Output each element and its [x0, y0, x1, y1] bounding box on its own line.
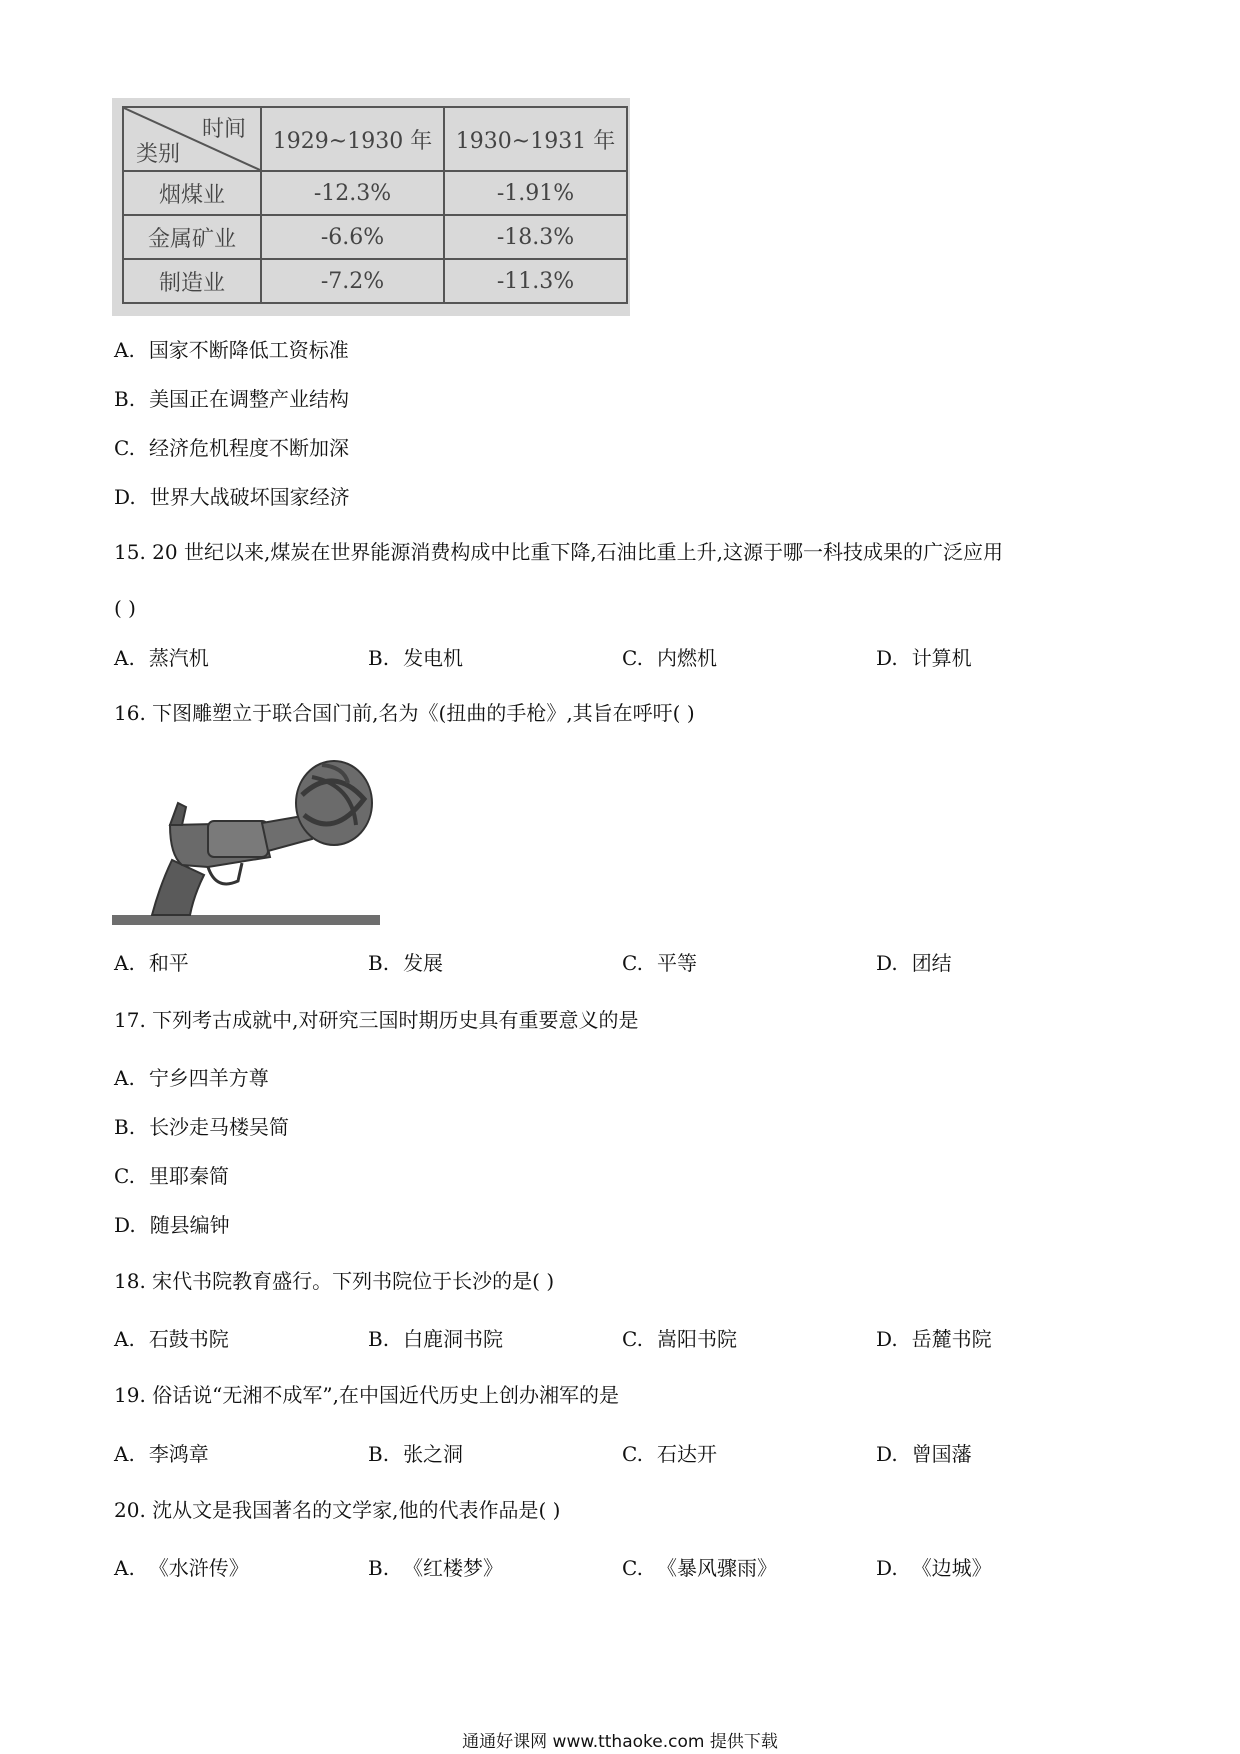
option-text: 石鼓书院 — [148, 1327, 229, 1351]
table-cell: -11.3% — [444, 259, 627, 303]
table-row — [123, 171, 627, 215]
data-table-image — [112, 98, 630, 316]
q16-option-b[interactable] — [368, 950, 443, 976]
q20-stem: 20. 沈从文是我国著名的文学家,他的代表作品是( ) — [114, 1498, 561, 1522]
table-cell: 制造业 — [123, 259, 261, 303]
q17-option-a[interactable] — [114, 1065, 269, 1091]
q19-option-d[interactable] — [876, 1441, 972, 1467]
table-cell: -1.91% — [444, 171, 627, 215]
option-text: 《红楼梦》 — [403, 1556, 504, 1580]
table-cell: -18.3% — [444, 215, 627, 259]
option-text: 嵩阳书院 — [656, 1327, 737, 1351]
option-text: 《水浒传》 — [148, 1556, 249, 1580]
table-cell: 金属矿业 — [123, 215, 261, 259]
option-letter: C. — [622, 1442, 643, 1466]
option-text: 石达开 — [656, 1442, 717, 1466]
data-table — [122, 106, 628, 304]
q14-option-b[interactable] — [114, 386, 349, 412]
q15-stem: 15. 20 世纪以来,煤炭在世界能源消费构成中比重下降,石油比重上升,这源于哪一科技成果的广泛应用 — [114, 540, 1004, 564]
q18-option-b[interactable] — [368, 1326, 503, 1352]
q18-option-d[interactable] — [876, 1326, 992, 1352]
option-letter: C. — [622, 951, 643, 975]
option-letter: B. — [368, 1327, 390, 1351]
q16-stem: 16. 下图雕塑立于联合国门前,名为《(扭曲的手枪》,其旨在呼吁( ) — [114, 701, 695, 725]
table-row — [123, 215, 627, 259]
q19-stem: 19. 俗话说“无湘不成军”,在中国近代历史上创办湘军的是 — [114, 1383, 619, 1407]
knotted-gun-sculpture-image — [112, 755, 380, 927]
option-letter: A. — [114, 1066, 135, 1090]
table-cell: -12.3% — [261, 171, 444, 215]
option-letter: B. — [368, 1442, 390, 1466]
q17-stem: 17. 下列考古成就中,对研究三国时期历史具有重要意义的是 — [114, 1008, 639, 1032]
option-text: 平等 — [656, 951, 697, 975]
table-header-diagonal — [123, 107, 261, 171]
option-text: 宁乡四羊方尊 — [148, 1066, 269, 1090]
option-letter: D. — [876, 1442, 898, 1466]
option-letter: C. — [114, 436, 135, 460]
q16-option-d[interactable] — [876, 950, 952, 976]
option-text: 蒸汽机 — [148, 646, 209, 670]
option-text: 曾国藩 — [911, 1442, 972, 1466]
option-letter: B. — [114, 1115, 136, 1139]
option-text: 内燃机 — [656, 646, 717, 670]
table-cell: -7.2% — [261, 259, 444, 303]
q20-option-c[interactable] — [622, 1555, 777, 1581]
q17-option-c[interactable] — [114, 1163, 229, 1189]
page-footer: 通通好课网 www.tthaoke.com 提供下载 — [462, 1732, 778, 1752]
header-time: 时间 — [201, 117, 246, 142]
q18-option-c[interactable] — [622, 1326, 737, 1352]
q19-option-b[interactable] — [368, 1441, 463, 1467]
q17-option-d[interactable] — [114, 1212, 230, 1238]
q15-option-c[interactable] — [622, 645, 717, 671]
option-letter: C. — [114, 1164, 135, 1188]
option-letter: D. — [114, 1213, 136, 1237]
q15-option-b[interactable] — [368, 645, 463, 671]
q15-answer-paren: ( ) — [114, 596, 136, 620]
table-column-header: 1929~1930 年 — [261, 107, 444, 171]
q18-option-a[interactable] — [114, 1326, 229, 1352]
q16-option-c[interactable] — [622, 950, 697, 976]
option-letter: A. — [114, 1327, 135, 1351]
option-letter: D. — [876, 646, 898, 670]
q14-option-d[interactable] — [114, 484, 350, 510]
q20-option-d[interactable] — [876, 1555, 992, 1581]
option-text: 发展 — [403, 951, 444, 975]
option-letter: D. — [876, 1556, 898, 1580]
header-category: 类别 — [136, 142, 181, 167]
option-text: 美国正在调整产业结构 — [149, 387, 350, 411]
option-text: 岳麓书院 — [911, 1327, 992, 1351]
option-text: 李鸿章 — [148, 1442, 209, 1466]
option-text: 国家不断降低工资标准 — [148, 338, 349, 362]
option-text: 长沙走马楼吴简 — [149, 1115, 290, 1139]
option-letter: A. — [114, 338, 135, 362]
q15-option-a[interactable] — [114, 645, 209, 671]
q16-option-a[interactable] — [114, 950, 189, 976]
option-letter: A. — [114, 951, 135, 975]
option-letter: D. — [876, 1327, 898, 1351]
q15-option-d[interactable] — [876, 645, 972, 671]
q14-option-a[interactable] — [114, 337, 349, 363]
option-text: 里耶秦简 — [148, 1164, 229, 1188]
option-text: 白鹿洞书院 — [403, 1327, 504, 1351]
option-text: 经济危机程度不断加深 — [148, 436, 349, 460]
option-letter: A. — [114, 1442, 135, 1466]
q19-option-a[interactable] — [114, 1441, 209, 1467]
option-text: 张之洞 — [403, 1442, 464, 1466]
q18-stem: 18. 宋代书院教育盛行。下列书院位于长沙的是( ) — [114, 1269, 555, 1293]
option-text: 《暴风骤雨》 — [656, 1556, 777, 1580]
option-letter: B. — [368, 646, 390, 670]
q14-option-c[interactable] — [114, 435, 349, 461]
q19-option-c[interactable] — [622, 1441, 717, 1467]
table-row — [123, 259, 627, 303]
option-text: 和平 — [148, 951, 189, 975]
option-letter: B. — [114, 387, 136, 411]
option-text: 计算机 — [911, 646, 972, 670]
option-letter: B. — [368, 1556, 390, 1580]
q20-option-a[interactable] — [114, 1555, 249, 1581]
q17-option-b[interactable] — [114, 1114, 289, 1140]
option-letter: B. — [368, 951, 390, 975]
table-column-header: 1930~1931 年 — [444, 107, 627, 171]
table-cell: -6.6% — [261, 215, 444, 259]
option-letter: A. — [114, 1556, 135, 1580]
q20-option-b[interactable] — [368, 1555, 503, 1581]
option-text: 随县编钟 — [149, 1213, 230, 1237]
option-letter: C. — [622, 1327, 643, 1351]
option-letter: C. — [622, 646, 643, 670]
option-text: 发电机 — [403, 646, 464, 670]
option-text: 《边城》 — [911, 1556, 992, 1580]
option-text: 世界大战破坏国家经济 — [149, 485, 350, 509]
option-letter: A. — [114, 646, 135, 670]
option-letter: D. — [876, 951, 898, 975]
option-letter: C. — [622, 1556, 643, 1580]
option-letter: D. — [114, 485, 136, 509]
table-cell: 烟煤业 — [123, 171, 261, 215]
option-text: 团结 — [911, 951, 952, 975]
